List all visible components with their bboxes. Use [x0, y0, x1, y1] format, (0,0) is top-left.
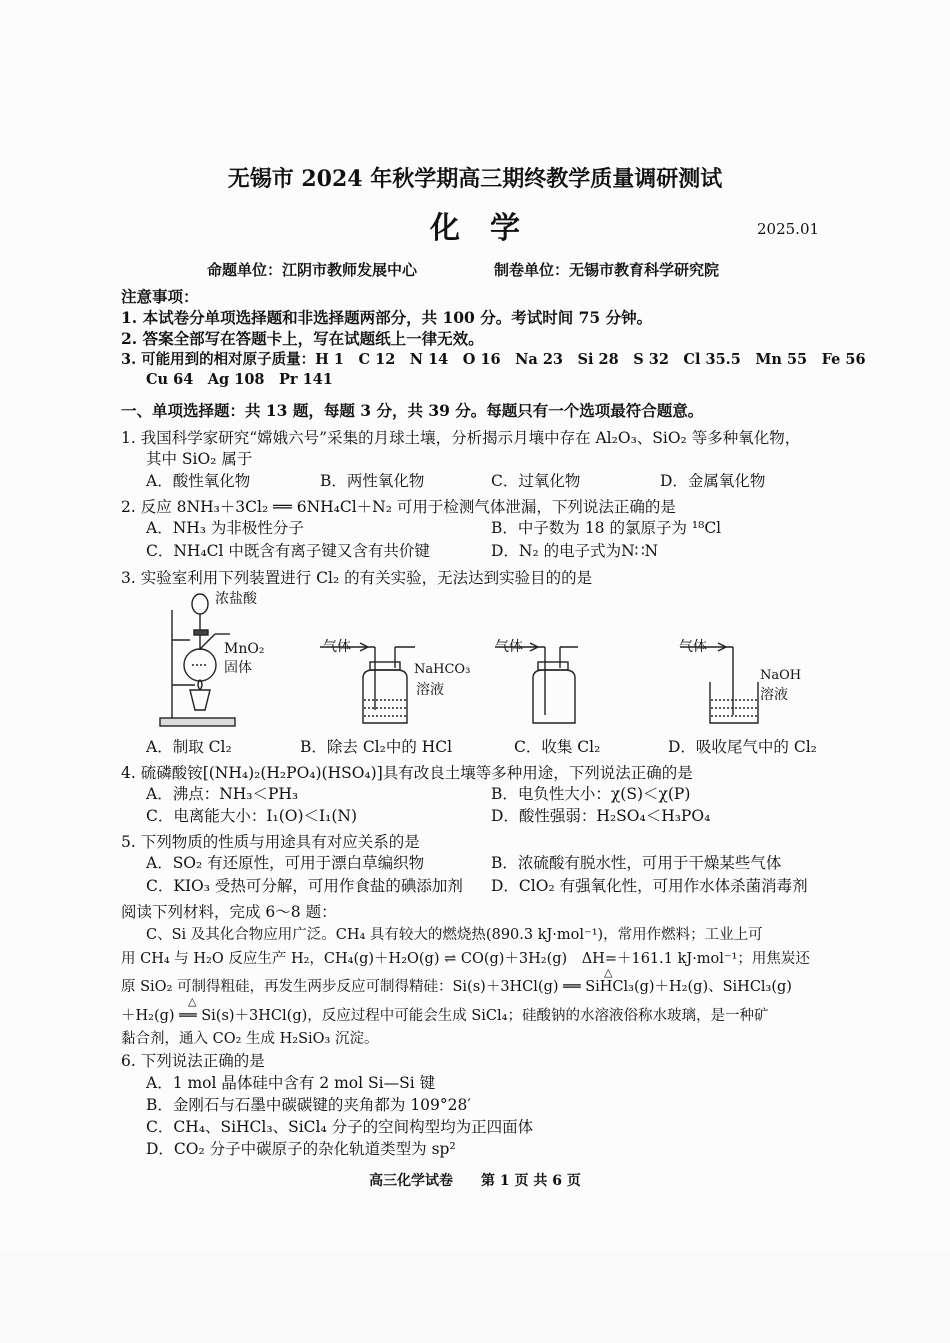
q3-option-d: D．吸收尾气中的 Cl₂	[668, 738, 817, 756]
q4-stem: 4. 硫磷酸铵[(NH₄)₂(H₂PO₄)(HSO₄)]具有改良土壤等多种用途，下列说法正确的是	[121, 764, 693, 782]
q3-option-a: A．制取 Cl₂	[146, 738, 232, 756]
note-2: 2. 答案全部写在答题卡上，写在试题纸上一律无效。	[121, 329, 484, 348]
note-3: 3. 可能用到的相对原子质量：H 1 C 12 N 14 O 16 Na 23 Si 28 S 32 Cl 35.5 Mn 55 Fe 56	[121, 351, 866, 368]
q3-stem: 3. 实验室利用下列装置进行 Cl₂ 的有关实验，无法达到实验目的的是	[121, 569, 593, 587]
q6-option-c: C．CH₄、SiHCl₃、SiCl₄ 分子的空间构型均为正四面体	[146, 1118, 534, 1136]
q2-option-d: D．N₂ 的电子式为N∷N	[491, 542, 659, 560]
material-line-5: 黏合剂，通入 CO₂ 生成 H₂SiO₃ 沉淀。	[121, 1031, 379, 1047]
material-intro: 阅读下列材料，完成 6～8 题：	[121, 903, 337, 921]
q6-option-b: B．金刚石与石墨中碳碳键的夹角都为 109°28′	[146, 1096, 471, 1114]
label-conc-hcl: 浓盐酸	[215, 591, 257, 607]
q1-option-b: B．两性氧化物	[320, 472, 425, 490]
label-solution-d: 溶液	[760, 687, 788, 703]
subject-title: 化学	[430, 211, 550, 246]
q4-option-c: C．电离能大小：I₁(O)＜I₁(N)	[146, 807, 357, 825]
exam-date: 2025.01	[757, 220, 820, 238]
label-gas-b: 气体	[323, 639, 351, 655]
exam-title: 无锡市 2024 年秋学期高三期终教学质量调研测试	[227, 166, 723, 192]
heat-symbol-2: △	[188, 995, 197, 1008]
label-solution-b: 溶液	[416, 682, 444, 698]
apparatus-figure	[150, 590, 850, 735]
print-unit: 制卷单位：无锡市教育科学研究院	[494, 261, 720, 279]
label-mno2: MnO₂	[224, 641, 265, 657]
q5-option-d: D．ClO₂ 有强氧化性，可用作水体杀菌消毒剂	[491, 877, 808, 895]
q5-stem: 5. 下列物质的性质与用途具有对应关系的是	[121, 833, 420, 851]
q3-option-c: C．收集 Cl₂	[514, 738, 601, 756]
page-footer: 高三化学试卷 第 1 页 共 6 页	[369, 1173, 581, 1189]
q4-option-a: A．沸点：NH₃＜PH₃	[146, 785, 299, 803]
q6-option-d: D．CO₂ 分子中碳原子的杂化轨道类型为 sp²	[146, 1140, 456, 1158]
material-line-3: 原 SiO₂ 可制得粗硅，再发生两步反应可制得精硅：Si(s)＋3HCl(g) ══ SiHCl₃(g)＋H₂(g)、SiHCl₃(g)	[121, 979, 792, 995]
q1-option-a: A．酸性氧化物	[146, 472, 251, 490]
q5-option-b: B．浓硫酸有脱水性，可用于干燥某些气体	[491, 854, 782, 872]
note-1: 1. 本试卷分单项选择题和非选择题两部分，共 100 分。考试时间 75 分钟。	[121, 308, 653, 327]
q5-option-a: A．SO₂ 有还原性，可用于漂白草编织物	[146, 854, 425, 872]
q2-option-c: C．NH₄Cl 中既含有离子键又含有共价键	[146, 542, 430, 560]
author-unit: 命题单位：江阴市教师发展中心	[207, 261, 418, 279]
q2-option-b: B．中子数为 18 的氯原子为 ¹⁸Cl	[491, 519, 722, 537]
q1-option-d: D．金属氧化物	[660, 472, 766, 490]
q4-option-b: B．电负性大小：χ(S)＜χ(P)	[491, 785, 691, 803]
q1-stem-cont: 其中 SiO₂ 属于	[146, 450, 253, 468]
q6-option-a: A．1 mol 晶体硅中含有 2 mol Si—Si 键	[146, 1074, 436, 1092]
q1-stem: 1. 我国科学家研究“嫦娥六号”采集的月球土壤，分析揭示月壤中存在 Al₂O₃、SiO₂ 等多种氧化物，	[121, 429, 801, 447]
label-gas-d: 气体	[679, 639, 707, 655]
section-heading: 一、单项选择题：共 13 题，每题 3 分，共 39 分。每题只有一个选项最符合题意。	[121, 401, 704, 420]
label-solid: 固体	[224, 660, 252, 676]
label-gas-c: 气体	[495, 639, 523, 655]
material-line-4: ＋H₂(g) ══ Si(s)＋3HCl(g)，反应过程中可能会生成 SiCl₄；硅酸钠的水溶液俗称水玻璃，是一种矿	[121, 1008, 769, 1024]
q5-option-c: C．KIO₃ 受热可分解，可用作食盐的碘添加剂	[146, 877, 463, 895]
heat-symbol-1: △	[604, 966, 613, 979]
q2-option-a: A．NH₃ 为非极性分子	[146, 519, 304, 537]
note-3-cont: Cu 64 Ag 108 Pr 141	[146, 371, 333, 388]
q2-stem: 2. 反应 8NH₃＋3Cl₂ ══ 6NH₄Cl＋N₂ 可用于检测气体泄漏，下列说法正确的是	[121, 498, 676, 516]
notes-heading: 注意事项：	[121, 287, 199, 306]
label-nahco3: NaHCO₃	[414, 662, 471, 677]
q3-option-b: B．除去 Cl₂中的 HCl	[300, 738, 453, 756]
material-line-1: C、Si 及其化合物应用广泛。CH₄ 具有较大的燃烧热(890.3 kJ·mol⁻¹)，常用作燃料；工业上可	[146, 927, 763, 943]
label-naoh: NaOH	[760, 668, 802, 683]
q4-option-d: D．酸性强弱：H₂SO₄＜H₃PO₄	[491, 807, 711, 825]
q6-stem: 6. 下列说法正确的是	[121, 1052, 265, 1070]
q1-option-c: C．过氧化物	[491, 472, 581, 490]
material-line-2: 用 CH₄ 与 H₂O 反应生产 H₂，CH₄(g)＋H₂O(g) ⇌ CO(g)＋3H₂(g) ΔH=＋161.1 kJ·mol⁻¹；用焦炭还	[121, 951, 810, 967]
